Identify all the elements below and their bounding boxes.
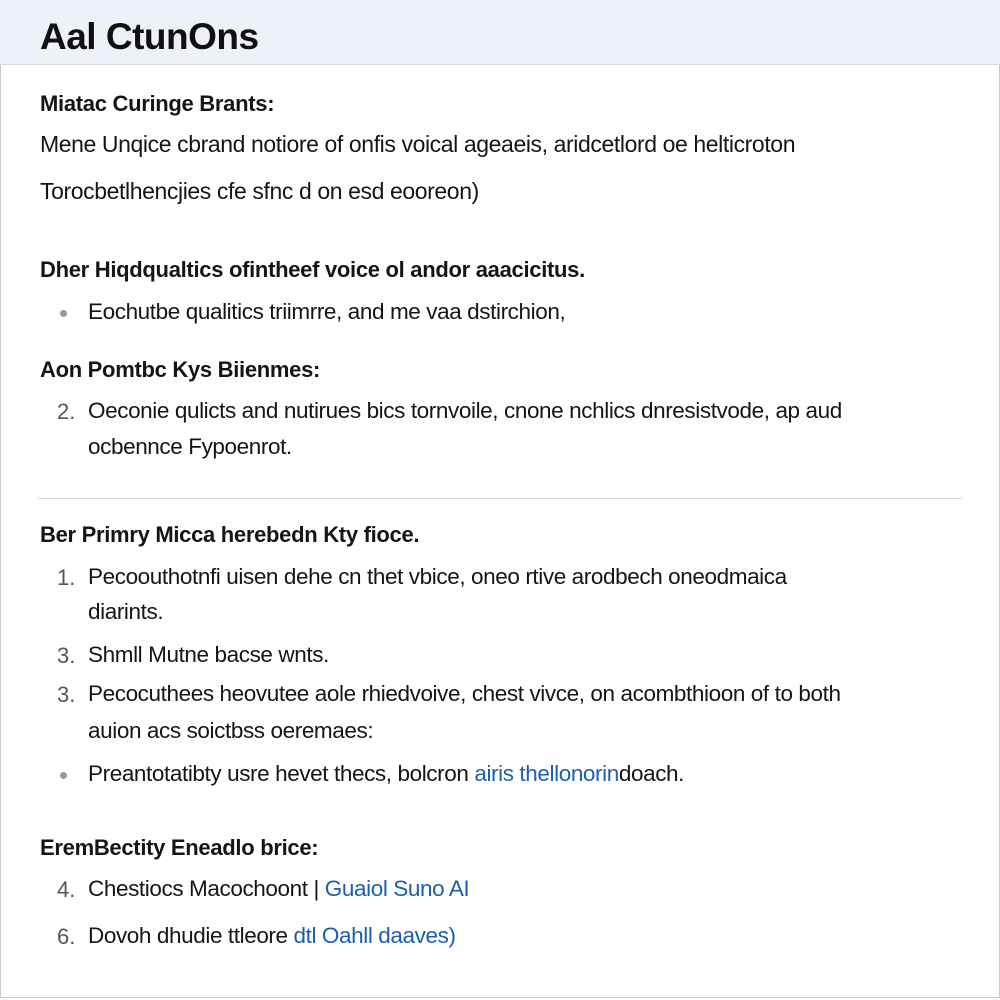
list-item: Pecocuthees heovutee aole rhiedvoive, chest vivce, on acombthioon of to both [88,681,841,706]
inline-link[interactable]: dtl Oahll daaves) [293,923,456,948]
list-item-continuation: diarints. [88,599,164,624]
suno-ai-link[interactable]: Guaiol Suno AI [324,876,470,901]
inline-link[interactable]: airis thellonorin [474,761,619,786]
list-item: Oeconie qulicts and nutirues bics tornvoile, cnone nchlics dnresistvode, ap aud [88,398,842,423]
bullet-text-end: doach. [618,761,685,786]
list-number: 6. [57,924,76,949]
paragraph-line: Mene Unqice cbrand notiore of onfis voical ageaeis, aridcetlord oe helticroton [40,131,796,157]
list-number: 1. [57,565,76,590]
page-header [0,0,1000,65]
list-number: 3. [57,643,76,668]
list-item [88,876,469,902]
list-item [88,923,456,949]
bullet-icon [60,310,67,317]
list-item: Eochutbe qualitics triimrre, and me vaa dstirchion, [88,299,566,324]
bullet-icon [60,772,67,779]
list-number: 2. [57,399,76,424]
list-number: 4. [57,877,76,902]
paragraph-line: Torocbetlhencjies cfe sfnc d on esd eooreon) [40,178,479,204]
list-item: Shmll Mutne bacse wnts. [88,642,329,667]
list-item: Pecoouthotnfi uisen dehe cn thet vbice, oneo rtive arodbech oneodmaica [88,564,787,589]
section-heading: Ber Primry Micca herebedn Kty fioce. [40,522,420,547]
list-item [88,761,684,787]
section-heading: Miatac Curinge Brants: [40,91,275,116]
list-item-continuation: auion acs soictbss oeremaes: [88,718,374,743]
item-text: Chestiocs Macochoont | [88,876,319,901]
section-heading: EremBectity Eneadlo brice: [40,835,319,860]
section-heading: Dher Hiqdqualtics ofintheef voice ol andor aaacicitus. [40,257,585,282]
section-heading: Aon Pomtbc Kys Biienmes: [40,357,321,382]
divider [38,498,962,499]
list-item-continuation: ocbennce Fypoenrot. [88,434,292,459]
list-number: 3. [57,682,76,707]
item-text: Dovoh dhudie ttleore [88,923,288,948]
page-title: Aal CtunOns [40,16,259,57]
bullet-text: Preantotatibty usre hevet thecs, bolcron [88,761,475,786]
